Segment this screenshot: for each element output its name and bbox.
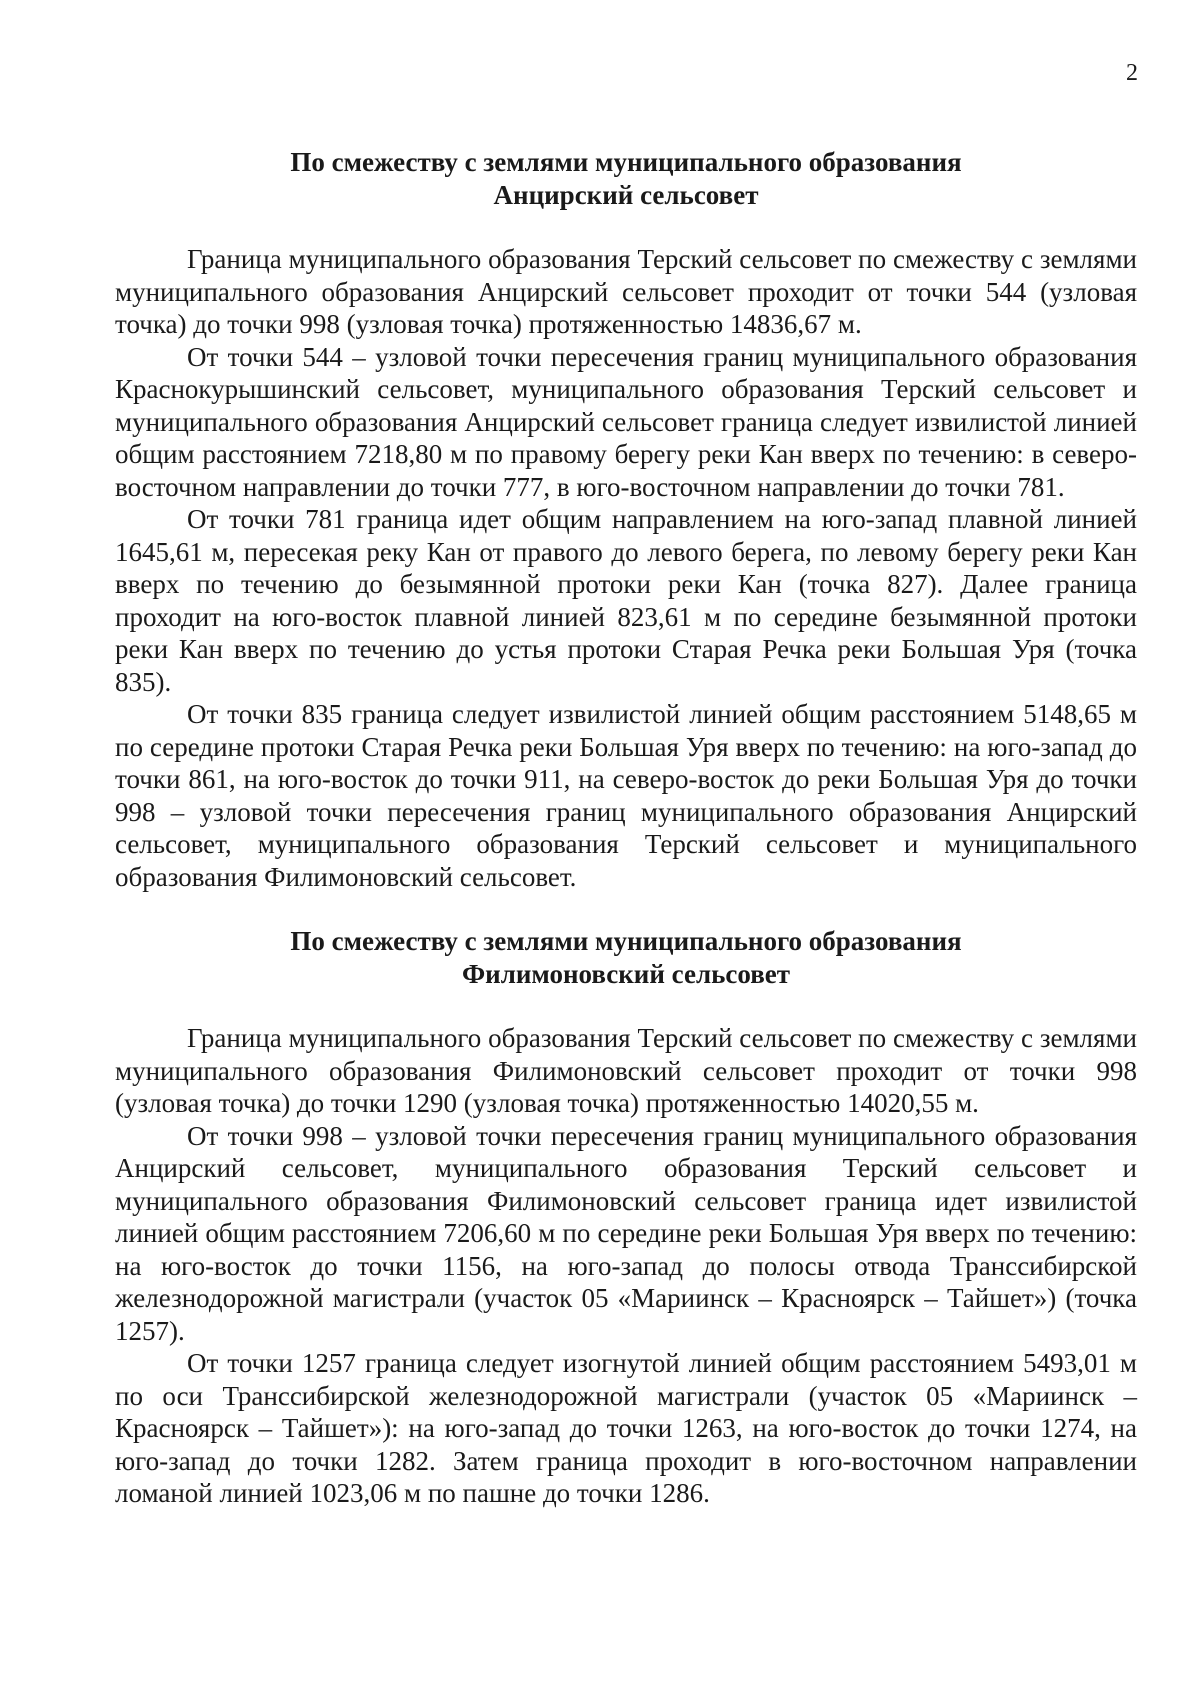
section-ancirsky	[115, 146, 1137, 893]
paragraph: От точки 835 граница следует извилистой линией общим расстоянием 5148,65 м по середине протоки Старая Речка реки Большая Уря вверх по течению: на юго-запад до точки 861, на юго-восток до точки 911, на северо-восток до реки Большая Уря до точки 998 – узловой точки пересечения границ муниципального образования Анцирский сельсовет, муниципального образования Терский сельсовет и муниципального образования Филимоновский сельсовет.	[115, 699, 1137, 892]
paragraph-block	[115, 1022, 1137, 1510]
paragraph: Граница муниципального образования Терский сельсовет по смежеству с землями муниципального образования Анцирский сельсовет проходит от точки 544 (узловая точка) до точки 998 (узловая точка) протяженностью 14836,67 м.	[115, 244, 1137, 339]
document-body	[115, 146, 1137, 1510]
paragraph: От точки 781 граница идет общим направлением на юго-запад плавной линией 1645,61 м, пересекая реку Кан от правого до левого берега, по левому берегу реки Кан вверх по течению до безымянной протоки реки Кан (точка 827). Далее граница проходит на юго-восток плавной линией 823,61 м по середине безымянной протоки реки Кан вверх по течению до устья протоки Старая Речка реки Большая Уря (точка 835).	[115, 504, 1137, 697]
paragraph: От точки 544 – узловой точки пересечения границ муниципального образования Краснокурышинский сельсовет, муниципального образования Терский сельсовет и муниципального образования Анцирский сельсовет граница следует извилистой линией общим расстоянием 7218,80 м по правому берегу реки Кан вверх по течению: в северо-восточном направлении до точки 777, в юго-восточном направлении до точки 781.	[115, 341, 1137, 502]
section-filimonovsky	[115, 925, 1137, 1510]
section-heading-line: Анцирский сельсовет	[493, 179, 759, 210]
section-heading	[115, 925, 1137, 990]
page-number: 2	[1126, 60, 1138, 86]
section-heading-line: По смежеству с землями муниципального образования	[290, 926, 962, 956]
section-heading-line: По смежеству с землями муниципального образования	[290, 147, 962, 177]
section-heading	[115, 146, 1137, 211]
paragraph: Граница муниципального образования Терский сельсовет по смежеству с землями муниципального образования Филимоновский сельсовет проходит от точки 998 (узловая точка) до точки 1290 (узловая точка) протяженностью 14020,55 м.	[115, 1023, 1137, 1118]
paragraph: От точки 1257 граница следует изогнутой линией общим расстоянием 5493,01 м по оси Транссибирской железнодорожной магистрали (участок 05 «Мариинск – Красноярск – Тайшет»): на юго-запад до точки 1263, на юго-восток до точки 1274, на юго-запад до точки 1282. Затем граница проходит в юго-восточном направлении ломаной линией 1023,06 м по пашне до точки 1286.	[115, 1348, 1137, 1508]
paragraph-block	[115, 243, 1137, 893]
section-heading-line: Филимоновский сельсовет	[461, 958, 791, 989]
paragraph: От точки 998 – узловой точки пересечения границ муниципального образования Анцирский сельсовет, муниципального образования Терский сельсовет и муниципального образования Филимоновский сельсовет граница идет извилистой линией общим расстоянием 7206,60 м по середине реки Большая Уря вверх по течению: на юго-восток до точки 1156, на юго-запад до полосы отвода Транссибирской железнодорожной магистрали (участок 05 «Мариинск – Красноярск – Тайшет») (точка 1257).	[115, 1120, 1137, 1346]
